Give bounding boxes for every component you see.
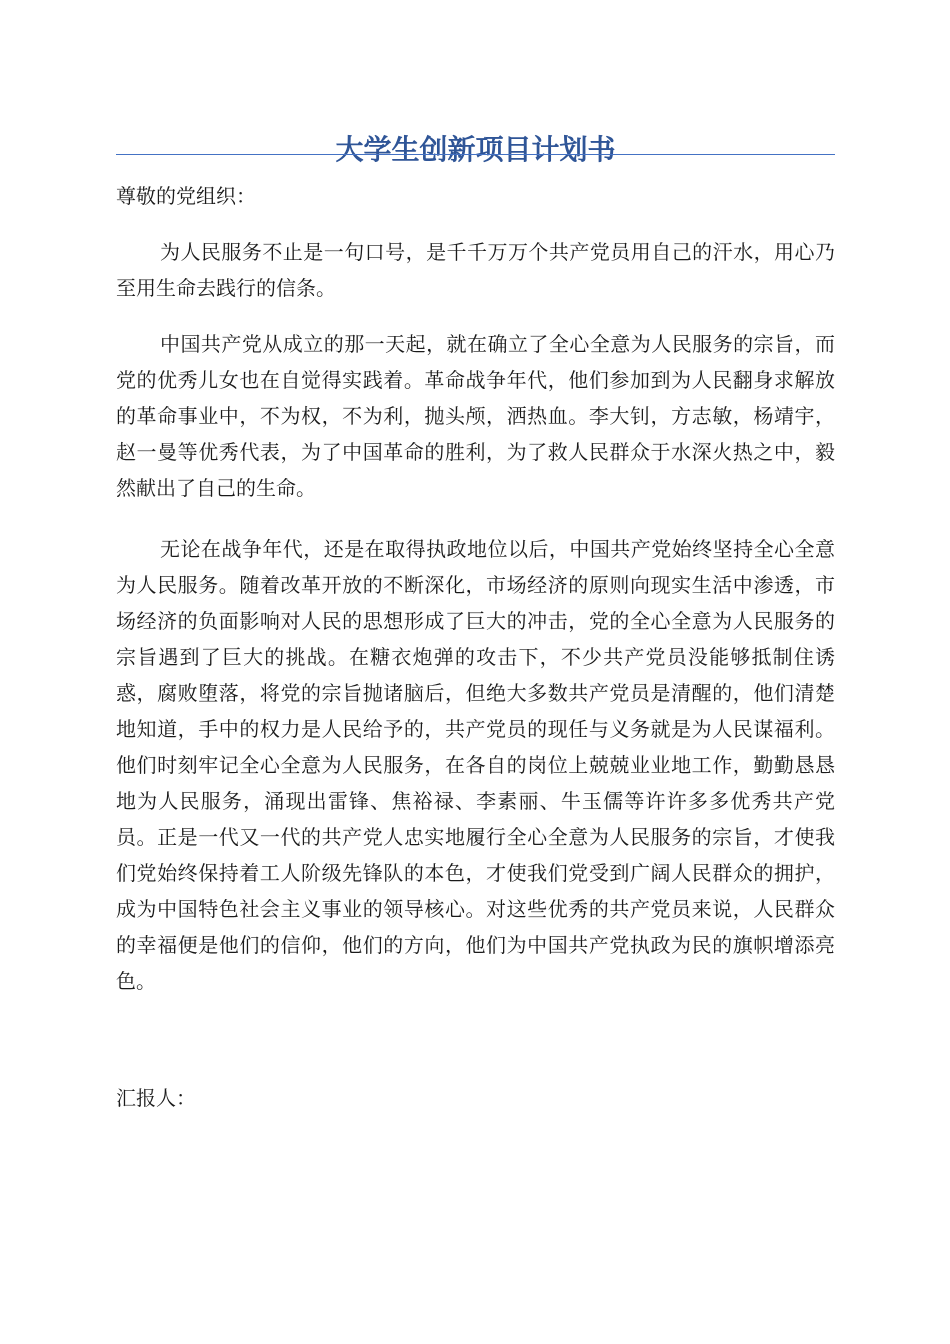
paragraph-1: 为人民服务不止是一句口号，是千千万万个共产党员用自己的汗水，用心乃至用生命去践行的信条。 <box>116 240 835 300</box>
title-underline <box>116 154 835 155</box>
paragraph-3: 无论在战争年代，还是在取得执政地位以后，中国共产党始终坚持全心全意为人民服务。随着改革开放的不断深化，市场经济的原则向现实生活中渗透，市场经济的负面影响对人民的思想形成了巨大的冲击，党的全心全意为人民服务的宗旨遇到了巨大的挑战。在糖衣炮弹的攻击下，不少共产党员没能够抵制住诱惑，腐败堕落，将党的宗旨抛诸脑后，但绝大多数共产党员是清醒的，他们清楚地知道，手中的权力是人民给予的，共产党员的现任与义务就是为人民谋福利。他们时刻牢记全心全意为人民服务，在各自的岗位上兢兢业业地工作，勤勤恳恳地为人民服务，涌现出雷锋、焦裕禄、李素丽、牛玉儒等许许多多优秀共产党员。正是一代又一代的共产党人忠实地履行全心全意为人民服务的宗旨，才使我们党始终保持着工人阶级先锋队的本色，才使我们党受到广阔人民群众的拥护，成为中国特色社会主义事业的领导核心。对这些优秀的共产党员来说，人民群众的幸福便是他们的信仰，他们的方向，他们为中国共产党执政为民的旗帜增添亮色。 <box>116 537 835 993</box>
document-title: 大学生创新项目计划书 <box>335 132 616 166</box>
salutation: 尊敬的党组织： <box>116 184 256 208</box>
signoff-reporter: 汇报人： <box>116 1086 196 1110</box>
paragraph-2: 中国共产党从成立的那一天起，就在确立了全心全意为人民服务的宗旨，而党的优秀儿女也在自觉得实践着。革命战争年代，他们参加到为人民翻身求解放的革命事业中，不为权，不为利，抛头颅，洒热血。李大钊，方志敏，杨靖宇，赵一曼等优秀代表，为了中国革命的胜利，为了救人民群众于水深火热之中，毅然献出了自己的生命。 <box>116 332 835 500</box>
